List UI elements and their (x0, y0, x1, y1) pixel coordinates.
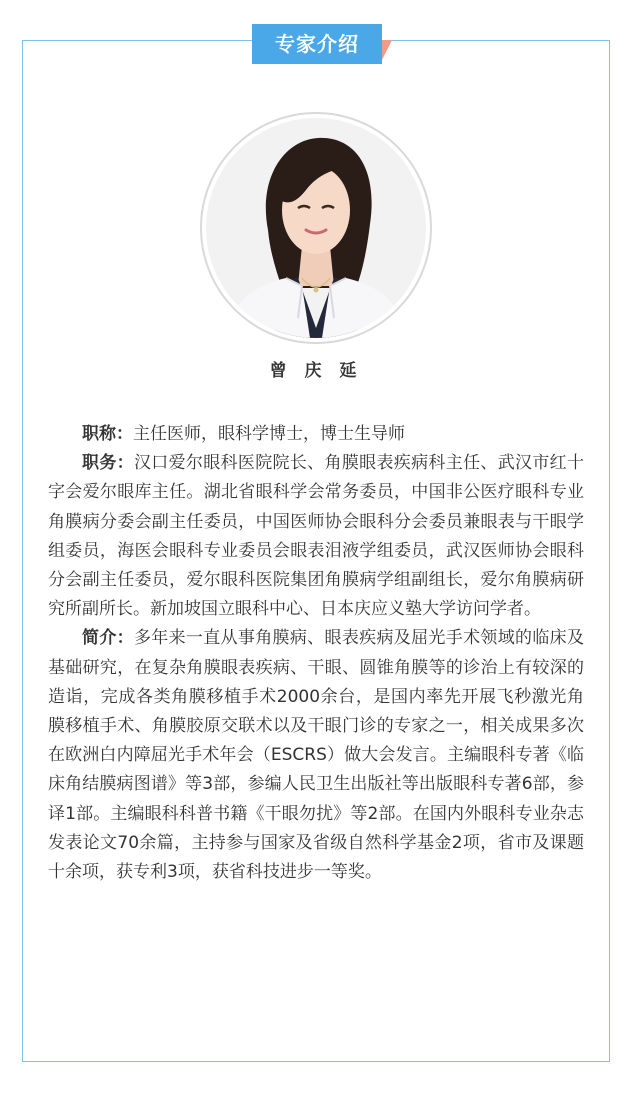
bio-paragraph-title (48, 420, 584, 449)
expert-name: 曾 庆 延 (269, 361, 363, 381)
expert-portrait (206, 118, 426, 338)
portrait-frame (200, 112, 432, 344)
introduction-label: 简介： (82, 628, 134, 649)
bio-paragraph-positions (48, 449, 584, 624)
expert-bio (48, 420, 584, 887)
title-label: 职称： (82, 424, 133, 444)
introduction-text: 多年来一直从事角膜病、眼表疾病及屈光手术领域的临床及基础研究，在复杂角膜眼表疾病、干眼、圆锥角膜等的诊治上有较深的造诣，完成各类角膜移植手术2000余台，是国内率先开展飞秒激光角膜移植手术、角膜胶原交联术以及干眼门诊的专家之一，相关成果多次在欧洲白内障屈光手术年会（ESCRS）做大会发言。主编眼科专著《临床角结膜病图谱》等3部，参编人民卫生出版社等出版眼科专著6部，参译1部。主编眼科科普书籍《干眼勿扰》等2部。在国内外眼科专业杂志发表论文70余篇，主持参与国家及省级自然科学基金2项，省市及课题十余项，获专利3项，获省科技进步一等奖。 (48, 628, 585, 883)
section-title: 专家介绍 (252, 24, 382, 64)
positions-label: 职务： (82, 453, 134, 474)
bio-paragraph-introduction (48, 624, 584, 887)
positions-text: 汉口爱尔眼科医院院长、角膜眼表疾病科主任、武汉市红十字会爱尔眼库主任。湖北省眼科学会常务委员，中国非公医疗眼科专业角膜病分委会副主任委员，中国医师协会眼科分会委员兼眼表与干眼学组委员，海医会眼科专业委员会眼表泪液学组委员，武汉医师协会眼科分会副主任委员，爱尔眼科医院集团角膜病学组副组长，爱尔角膜病研究所副所长。新加坡国立眼科中心、日本庆应义塾大学访问学者。 (48, 453, 585, 620)
portrait-illustration (206, 118, 426, 338)
section-header-badge (252, 24, 386, 64)
title-text: 主任医师，眼科学博士，博士生导师 (133, 424, 405, 444)
